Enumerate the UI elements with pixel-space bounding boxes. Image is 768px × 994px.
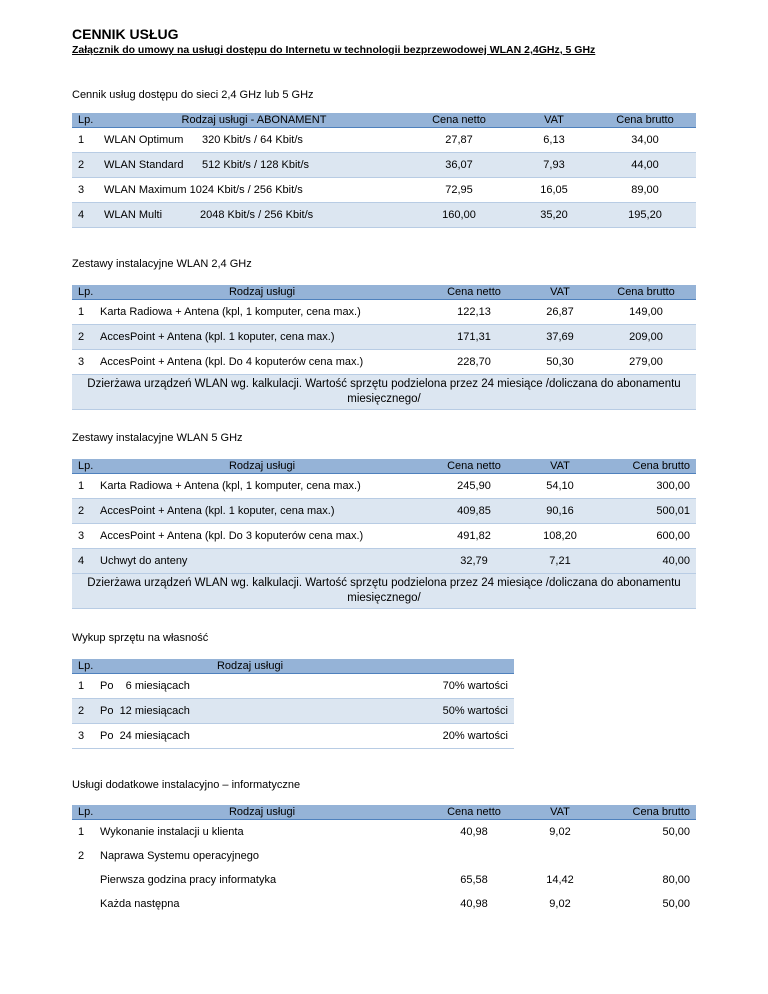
cell-lp: 4 bbox=[72, 549, 100, 574]
lease-note-row bbox=[72, 375, 696, 410]
cell-brutto: 50,00 bbox=[662, 826, 690, 838]
cell-service: AccesPoint + Antena (kpl. Do 3 koputerów cena max.) bbox=[100, 524, 424, 549]
header-empty bbox=[400, 659, 514, 674]
install-kit-24ghz-table bbox=[72, 285, 696, 410]
table-row bbox=[72, 549, 696, 574]
cell-netto: 32,79 bbox=[424, 549, 524, 574]
header-lp: Lp. bbox=[72, 459, 100, 474]
cell-brutto: 279,00 bbox=[596, 350, 696, 375]
cell-vat: 9,02 bbox=[549, 898, 571, 910]
table-row bbox=[72, 474, 696, 499]
plan-name: WLAN Standard bbox=[104, 159, 184, 171]
table-row bbox=[72, 524, 696, 549]
cell-service bbox=[104, 128, 404, 153]
cell-brutto: 600,00 bbox=[596, 524, 696, 549]
table-row bbox=[72, 868, 696, 892]
cell-lp: 3 bbox=[72, 524, 100, 549]
cell-vat: 16,05 bbox=[514, 178, 594, 203]
header-vat: VAT bbox=[524, 805, 596, 820]
cell-service: Wykonanie instalacji u klienta bbox=[100, 826, 244, 838]
lease-note: Dzierżawa urządzeń WLAN wg. kalkulacji. Wartość sprzętu podzielona przez 24 miesiące /doliczana do abonamentu miesięcznego/ bbox=[72, 574, 696, 609]
cell-lp: 1 bbox=[72, 128, 104, 153]
cell-brutto: 149,00 bbox=[596, 300, 696, 325]
cell-service: Naprawa Systemu operacyjnego bbox=[100, 850, 259, 862]
table-row bbox=[72, 203, 696, 228]
lease-note: Dzierżawa urządzeń WLAN wg. kalkulacji. Wartość sprzętu podzielona przez 24 miesiące /doliczana do abonamentu miesięcznego/ bbox=[72, 375, 696, 410]
cell-vat: 7,21 bbox=[524, 549, 596, 574]
cell-vat: 7,93 bbox=[514, 153, 594, 178]
subscription-price-table bbox=[72, 113, 696, 228]
cell-service: Po 24 miesiącach bbox=[100, 724, 400, 749]
cell-netto: 40,98 bbox=[460, 826, 488, 838]
cell-vat: 35,20 bbox=[514, 203, 594, 228]
cell-brutto: 500,01 bbox=[596, 499, 696, 524]
table-row bbox=[72, 128, 696, 153]
cell-service bbox=[104, 178, 404, 203]
header-lp: Lp. bbox=[72, 285, 100, 300]
cell-lp: 1 bbox=[72, 474, 100, 499]
header-brutto: Cena brutto bbox=[596, 805, 696, 820]
cell-value: 70% wartości bbox=[400, 674, 514, 699]
cell-value: 50% wartości bbox=[400, 699, 514, 724]
header-service: Rodzaj usługi bbox=[100, 285, 424, 300]
section4-caption: Wykup sprzętu na własność bbox=[72, 632, 209, 644]
cell-brutto: 50,00 bbox=[662, 898, 690, 910]
table-row bbox=[72, 674, 514, 699]
cell-service: AccesPoint + Antena (kpl. 1 koputer, cena max.) bbox=[100, 499, 424, 524]
cell-brutto: 34,00 bbox=[594, 128, 696, 153]
header-service: Rodzaj usługi bbox=[100, 805, 424, 820]
cell-lp bbox=[72, 868, 100, 892]
cell-service: AccesPoint + Antena (kpl. 1 koputer, cena max.) bbox=[100, 325, 424, 350]
cell-service: Uchwyt do anteny bbox=[100, 549, 424, 574]
cell-netto bbox=[424, 844, 524, 868]
cell-value: 20% wartości bbox=[400, 724, 514, 749]
cell-netto: 160,00 bbox=[404, 203, 514, 228]
cell-lp: 4 bbox=[72, 203, 104, 228]
cell-lp bbox=[72, 892, 100, 916]
table-header-row bbox=[72, 805, 696, 820]
cell-lp: 2 bbox=[72, 499, 100, 524]
cell-brutto: 89,00 bbox=[594, 178, 696, 203]
cell-brutto: 44,00 bbox=[594, 153, 696, 178]
cell-netto: 27,87 bbox=[404, 128, 514, 153]
cell-netto: 228,70 bbox=[424, 350, 524, 375]
header-vat: VAT bbox=[514, 113, 594, 128]
table-row bbox=[72, 844, 696, 868]
cell-brutto: 300,00 bbox=[596, 474, 696, 499]
cell-lp: 3 bbox=[72, 724, 100, 749]
table-header-row bbox=[72, 285, 696, 300]
cell-netto: 72,95 bbox=[404, 178, 514, 203]
cell-netto: 245,90 bbox=[424, 474, 524, 499]
cell-vat: 50,30 bbox=[524, 350, 596, 375]
table-header-row bbox=[72, 113, 696, 128]
cell-service: AccesPoint + Antena (kpl. Do 4 koputerów cena max.) bbox=[100, 350, 424, 375]
table-row bbox=[72, 153, 696, 178]
cell-netto: 171,31 bbox=[424, 325, 524, 350]
cell-service: Karta Radiowa + Antena (kpl, 1 komputer, cena max.) bbox=[100, 474, 424, 499]
cell-vat bbox=[524, 844, 596, 868]
plan-name: WLAN Multi bbox=[104, 209, 163, 221]
header-netto: Cena netto bbox=[424, 805, 524, 820]
cell-brutto: 195,20 bbox=[594, 203, 696, 228]
cell-netto: 65,58 bbox=[460, 874, 488, 886]
cell-lp: 2 bbox=[72, 699, 100, 724]
cell-vat: 90,16 bbox=[524, 499, 596, 524]
page-title: CENNIK USŁUG bbox=[72, 26, 179, 42]
cell-vat: 54,10 bbox=[524, 474, 596, 499]
table-row bbox=[72, 325, 696, 350]
header-lp: Lp. bbox=[72, 659, 100, 674]
cell-service: Pierwsza godzina pracy informatyka bbox=[100, 874, 277, 886]
cell-vat: 26,87 bbox=[524, 300, 596, 325]
plan-speed: 320 Kbit/s / 64 Kbit/s bbox=[202, 134, 303, 146]
cell-netto: 409,85 bbox=[424, 499, 524, 524]
cell-vat: 14,42 bbox=[546, 874, 574, 886]
cell-lp: 3 bbox=[72, 178, 104, 203]
header-brutto: Cena brutto bbox=[594, 113, 696, 128]
plan-speed: 2048 Kbit/s / 256 Kbit/s bbox=[200, 209, 314, 221]
cell-brutto: 40,00 bbox=[596, 549, 696, 574]
plan-speed: 512 Kbit/s / 128 Kbit/s bbox=[202, 159, 310, 171]
plan-name: WLAN Maximum bbox=[104, 184, 187, 196]
cell-service bbox=[104, 203, 404, 228]
table-row bbox=[72, 892, 696, 916]
cell-netto: 40,98 bbox=[460, 898, 488, 910]
page-subtitle: Załącznik do umowy na usługi dostępu do Internetu w technologii bezprzewodowej WLAN 2,4GHz, 5 GHz bbox=[72, 44, 596, 56]
table-row bbox=[72, 820, 696, 845]
header-brutto: Cena brutto bbox=[596, 285, 696, 300]
cell-service: Karta Radiowa + Antena (kpl, 1 komputer, cena max.) bbox=[100, 300, 424, 325]
table-row bbox=[72, 499, 696, 524]
header-vat: VAT bbox=[524, 285, 596, 300]
cell-vat: 37,69 bbox=[524, 325, 596, 350]
table-row bbox=[72, 178, 696, 203]
table-row bbox=[72, 724, 514, 749]
header-lp: Lp. bbox=[72, 113, 104, 128]
header-service: Rodzaj usługi bbox=[100, 459, 424, 474]
table-row bbox=[72, 699, 514, 724]
header-vat: VAT bbox=[524, 459, 596, 474]
cell-lp: 1 bbox=[72, 674, 100, 699]
table-header-row bbox=[72, 459, 696, 474]
cell-netto: 36,07 bbox=[404, 153, 514, 178]
cell-brutto: 209,00 bbox=[596, 325, 696, 350]
lease-note-row bbox=[72, 574, 696, 609]
header-netto: Cena netto bbox=[424, 459, 524, 474]
section5-caption: Usługi dodatkowe instalacyjno – informatyczne bbox=[72, 779, 301, 791]
cell-vat: 6,13 bbox=[514, 128, 594, 153]
cell-lp: 3 bbox=[72, 350, 100, 375]
cell-brutto bbox=[596, 844, 696, 868]
buyout-table bbox=[72, 659, 514, 749]
cell-netto: 122,13 bbox=[424, 300, 524, 325]
cell-lp: 1 bbox=[78, 826, 85, 838]
cell-lp: 2 bbox=[72, 153, 104, 178]
header-netto: Cena netto bbox=[424, 285, 524, 300]
table-header-row bbox=[72, 659, 514, 674]
section3-caption: Zestawy instalacyjne WLAN 5 GHz bbox=[72, 432, 243, 444]
cell-netto: 491,82 bbox=[424, 524, 524, 549]
cell-vat: 108,20 bbox=[524, 524, 596, 549]
install-kit-5ghz-table bbox=[72, 459, 696, 609]
header-netto: Cena netto bbox=[404, 113, 514, 128]
cell-lp: 2 bbox=[78, 850, 85, 862]
additional-services-table bbox=[72, 805, 696, 916]
cell-service: Po 12 miesiącach bbox=[100, 699, 400, 724]
table-row bbox=[72, 350, 696, 375]
cell-service: Każda następna bbox=[100, 898, 180, 910]
header-brutto: Cena brutto bbox=[596, 459, 696, 474]
cell-lp: 1 bbox=[72, 300, 100, 325]
table-row bbox=[72, 300, 696, 325]
header-service: Rodzaj usługi bbox=[100, 659, 400, 674]
plan-name: WLAN Optimum bbox=[104, 134, 184, 146]
cell-lp: 2 bbox=[72, 325, 100, 350]
cell-service bbox=[104, 153, 404, 178]
section1-caption: Cennik usług dostępu do sieci 2,4 GHz lub 5 GHz bbox=[72, 89, 314, 101]
cell-service: Po 6 miesiącach bbox=[100, 674, 400, 699]
header-lp: Lp. bbox=[72, 805, 100, 820]
plan-speed: 1024 Kbit/s / 256 Kbit/s bbox=[189, 184, 303, 196]
section2-caption: Zestawy instalacyjne WLAN 2,4 GHz bbox=[72, 258, 252, 270]
cell-vat: 9,02 bbox=[549, 826, 571, 838]
cell-brutto: 80,00 bbox=[662, 874, 690, 886]
header-service: Rodzaj usługi - ABONAMENT bbox=[104, 113, 404, 128]
